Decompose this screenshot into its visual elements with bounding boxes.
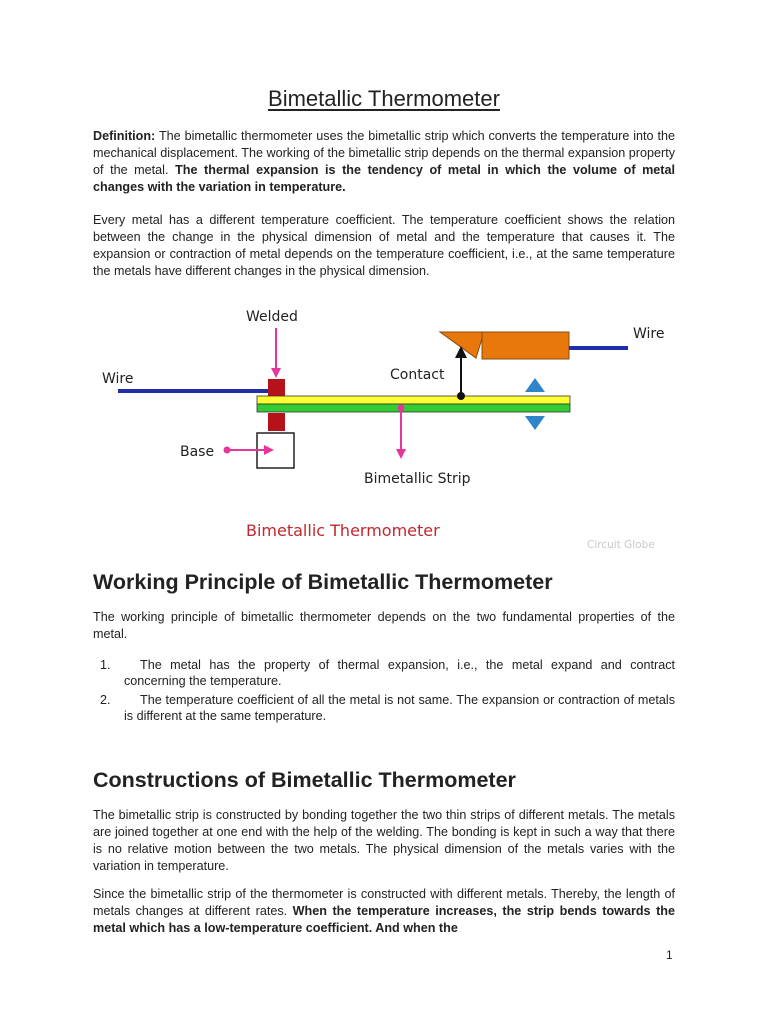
constructions-paragraph-1: The bimetallic strip is constructed by bonding together the two thin strips of different metals. The metals are joined together at one end with the help of the welding. The bonding is kept in such a way that there is no relative motion between the two metals. The physical dimension of the metals varies with the variation in temperature. <box>93 808 675 873</box>
constructions-heading: Constructions of Bimetallic Thermometer <box>93 768 516 792</box>
list-item-number: 2. <box>100 693 111 707</box>
label-welded: Welded <box>246 309 298 325</box>
page-number: 1 <box>666 948 673 962</box>
label-bimetallic-strip: Bimetallic Strip <box>364 471 471 487</box>
weld-bottom <box>268 413 285 431</box>
properties-list <box>100 658 675 728</box>
constructions-paragraph-2-bold: When the temperature increases, the strip bends towards the metal which has a low-temperature coefficient. And when the <box>93 904 675 935</box>
watermark: Circuit Globe <box>587 539 655 551</box>
list-item-number: 1. <box>100 658 111 672</box>
list-item <box>100 658 675 689</box>
page-title: Bimetallic Thermometer <box>268 86 500 111</box>
list-item-text: The metal has the property of thermal expansion, i.e., the metal expand and contract concerning the temperature. <box>124 658 675 688</box>
strip-top-metal <box>257 396 570 404</box>
working-principle-heading: Working Principle of Bimetallic Thermometer <box>93 570 553 594</box>
bimetallic-thermometer-diagram <box>90 300 680 560</box>
label-contact: Contact <box>390 367 445 383</box>
diagram-caption: Bimetallic Thermometer <box>246 521 440 540</box>
strip-bottom-metal <box>257 404 570 412</box>
label-base: Base <box>180 444 215 460</box>
definition-label: Definition: <box>93 129 156 143</box>
constructions-paragraph-2-text: Since the bimetallic strip of the thermometer is constructed with different metals. Thereby, the length of metals changes at different rates. <box>93 887 675 918</box>
definition-bold-text: The thermal expansion is the tendency of metal in which the volume of metal changes with the variation in temperature. <box>93 163 675 194</box>
contact-point <box>457 392 465 400</box>
label-wire-right: Wire <box>633 326 665 342</box>
down-indicator-icon <box>525 416 545 430</box>
list-item-text: The temperature coefficient of all the metal is not same. The expansion or contraction of metals is different at the same temperature. <box>124 693 675 723</box>
working-principle-intro: The working principle of bimetallic thermometer depends on the two fundamental properties of the metal. <box>93 610 675 641</box>
weld-top <box>268 379 285 396</box>
temperature-coefficient-paragraph: Every metal has a different temperature coefficient. The temperature coefficient shows the relation between the change in the physical dimension of metal and the temperature that causes it. The expansion or contraction of metal depends on the temperature coefficient, i.e., at the same temperature the metals have different changes in the physical dimension. <box>93 213 675 278</box>
contact-block <box>482 332 569 359</box>
definition-paragraph <box>93 128 675 196</box>
constructions-paragraph-2 <box>93 886 675 937</box>
up-indicator-icon <box>525 378 545 392</box>
label-wire-left: Wire <box>102 371 134 387</box>
definition-text: The bimetallic thermometer uses the bimetallic strip which converts the temperature into the mechanical displacement. The working of the bimetallic strip depends on the thermal expansion property of the metal. <box>93 129 675 177</box>
list-item <box>100 693 675 724</box>
